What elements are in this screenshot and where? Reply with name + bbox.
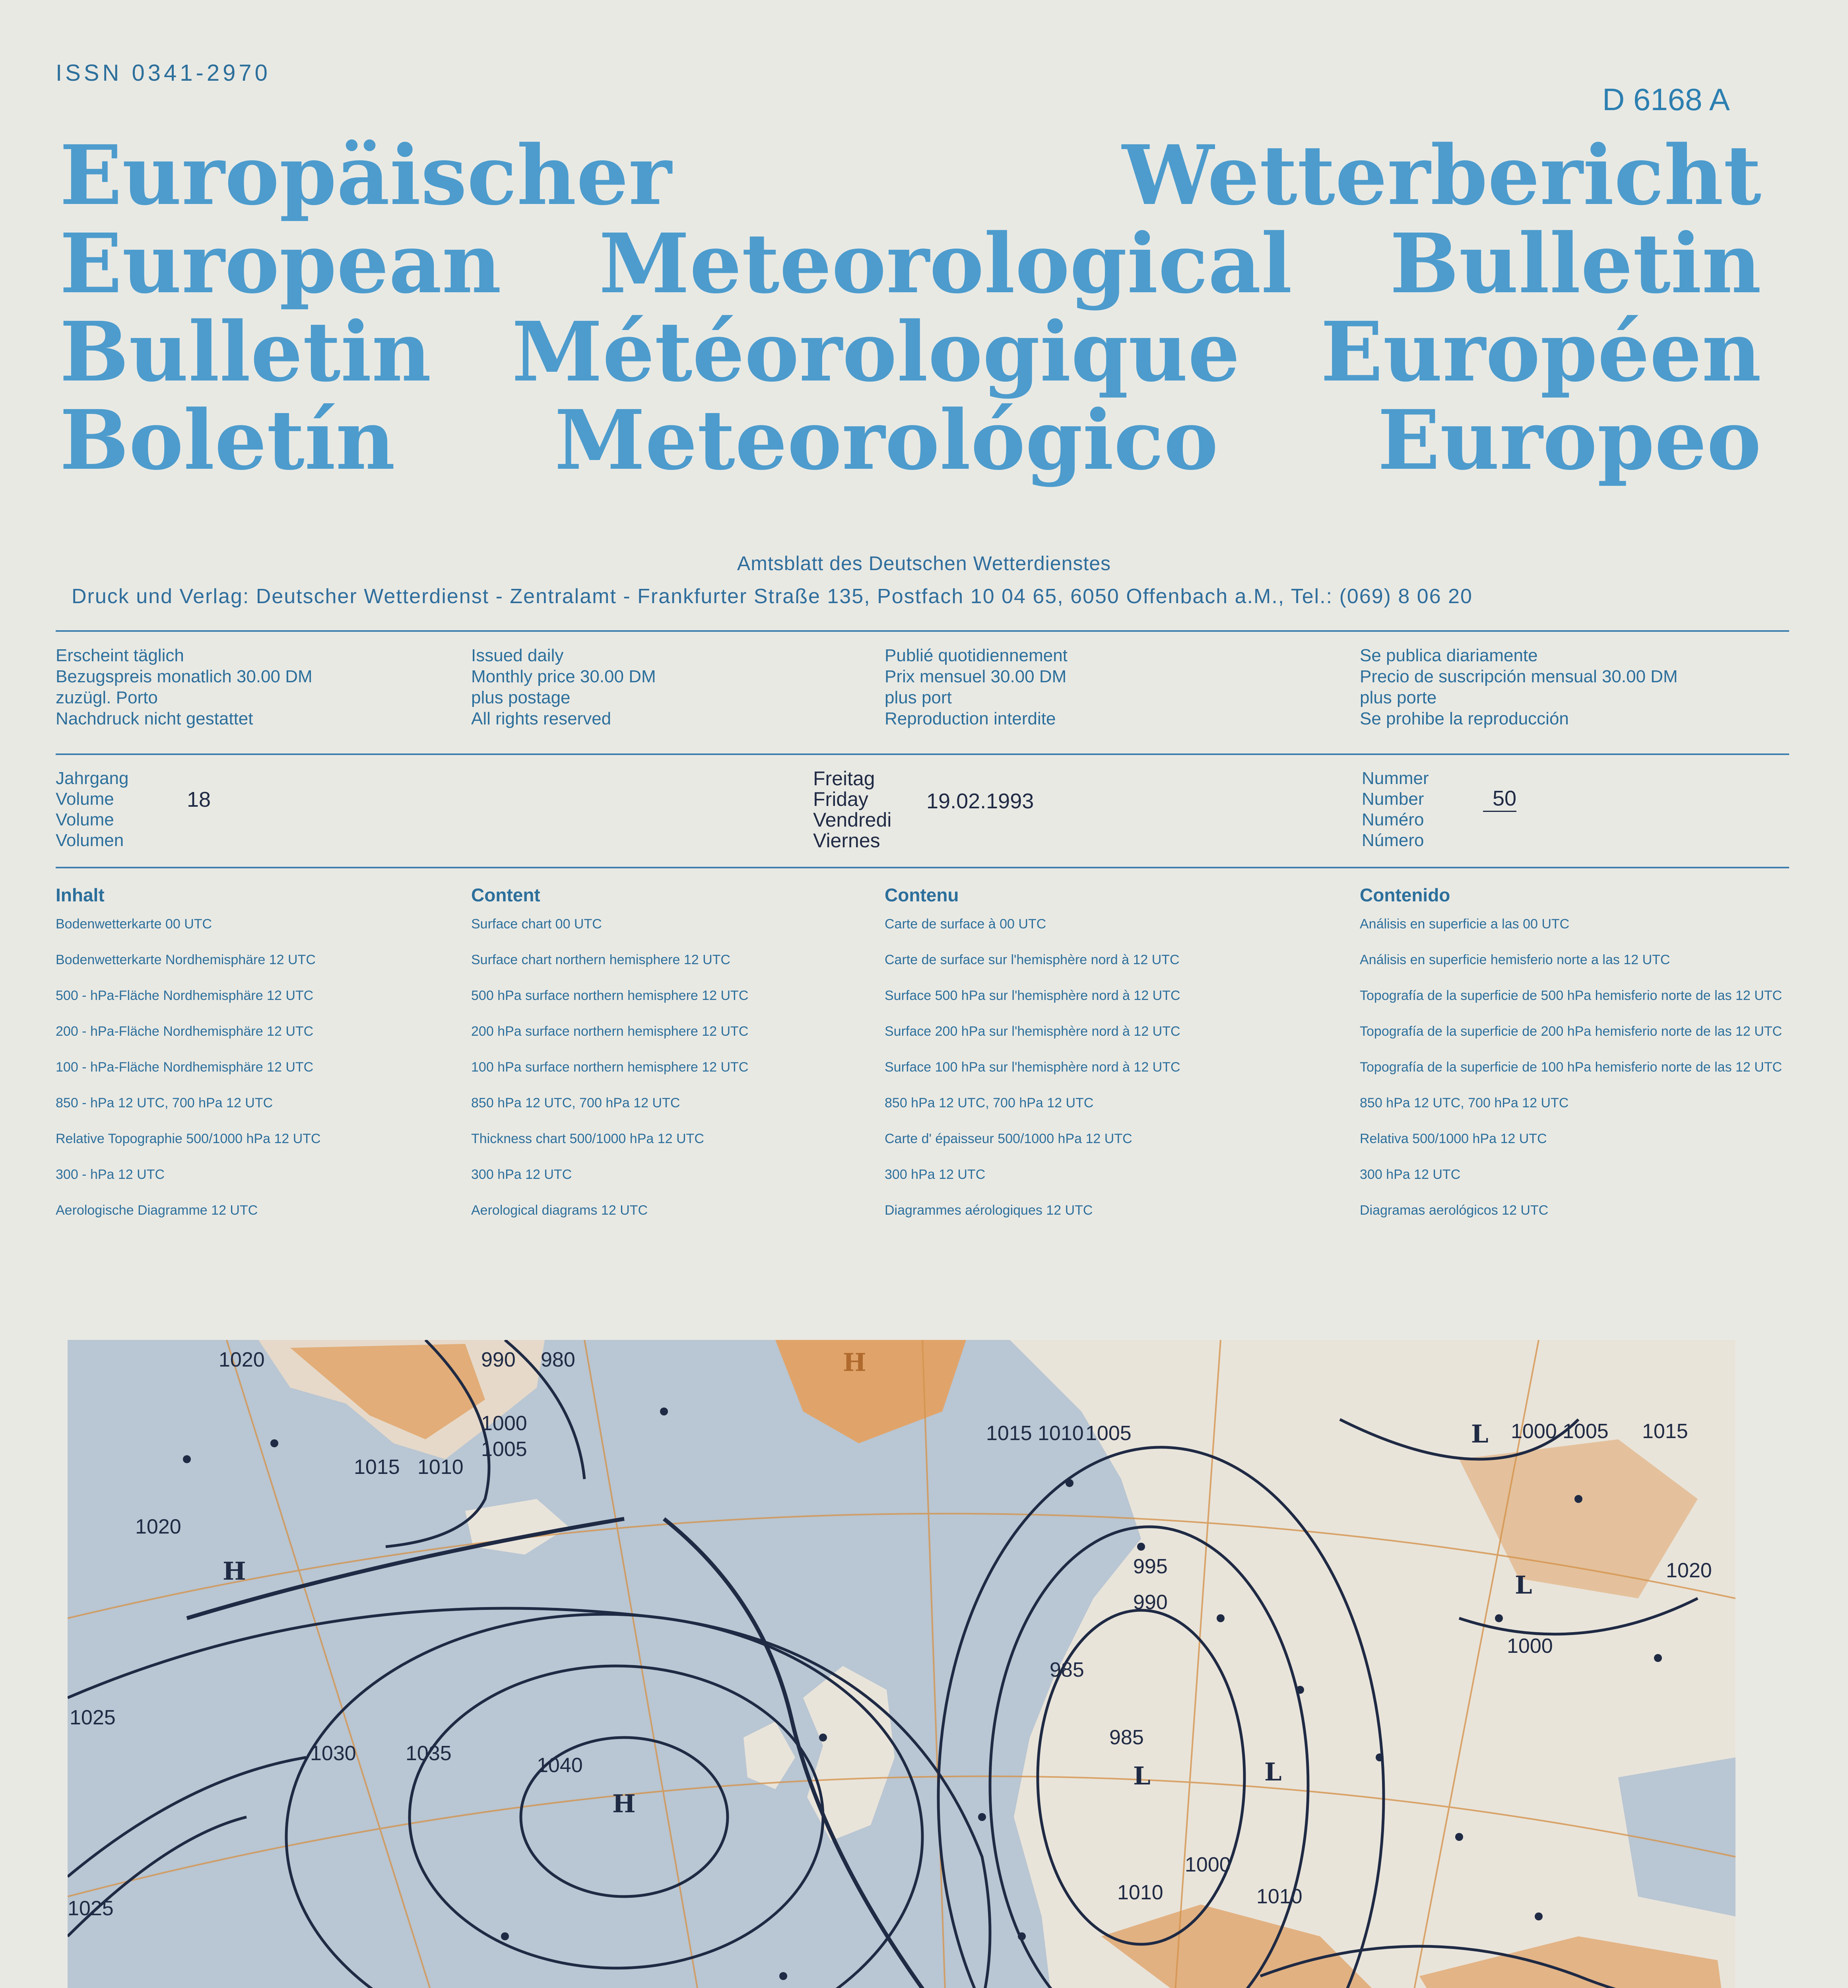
- isobar-label: 1020: [219, 1348, 265, 1371]
- isobar-label: 1015: [354, 1456, 400, 1479]
- title-word: Météorologique: [512, 304, 1240, 400]
- info-line: Se publica diariamente: [1360, 646, 1538, 665]
- low-pressure-center: L: [1133, 1761, 1151, 1790]
- issue-number: 50: [1483, 786, 1516, 812]
- contents-item: Topografía de la superficie de 200 hPa hemisferio norte de las 12 UTC: [1360, 1024, 1782, 1039]
- info-line: Precio de suscripción mensual 30.00 DM: [1360, 667, 1678, 686]
- contents-item: 850 hPa 12 UTC, 700 hPa 12 UTC: [1360, 1095, 1569, 1110]
- isobar-label: 1010: [1256, 1885, 1303, 1908]
- meta-label: Jahrgang: [56, 769, 129, 788]
- contents-item: 500 - hPa-Fläche Nordhemisphäre 12 UTC: [56, 988, 314, 1003]
- isobar-label: 990: [481, 1348, 516, 1371]
- isobar-label: 1025: [68, 1897, 114, 1920]
- title-word: Bulletin: [60, 304, 431, 400]
- contents-item: Carte d' épaisseur 500/1000 hPa 12 UTC: [885, 1131, 1132, 1146]
- title-word: Europeo: [1377, 392, 1761, 488]
- subscription-info: [56, 645, 1789, 729]
- isobar-label: 1010: [1117, 1881, 1163, 1904]
- info-line: plus port: [885, 688, 952, 707]
- isobar-label: 1005: [1563, 1420, 1609, 1443]
- meta-label: Friday: [813, 788, 868, 810]
- contents-item: 100 - hPa-Fläche Nordhemisphäre 12 UTC: [56, 1060, 314, 1075]
- meta-label: Volume: [56, 789, 114, 809]
- isobar-label: 1005: [481, 1438, 527, 1461]
- info-line: Publié quotidiennement: [885, 646, 1068, 665]
- isobar-label: 1035: [406, 1742, 452, 1765]
- isobar-label: 1020: [1666, 1559, 1712, 1582]
- title-word: Bulletin: [1390, 215, 1761, 312]
- contents-item: 300 - hPa 12 UTC: [56, 1167, 165, 1182]
- contents-item: Surface 500 hPa sur l'hemisphère nord à 12 UTC: [885, 988, 1180, 1003]
- number-labels: [1362, 768, 1429, 851]
- subscription-en: [471, 645, 885, 729]
- isobar-label: 1015: [986, 1422, 1032, 1445]
- contents-item: Diagrammes aérologiques 12 UTC: [885, 1203, 1093, 1218]
- info-line: Se prohibe la reproducción: [1360, 709, 1569, 728]
- official-gazette-line: Amtsblatt des Deutschen Wetterdienstes: [737, 552, 1111, 575]
- isobar-label: 1010: [1038, 1422, 1084, 1445]
- info-line: All rights reserved: [471, 709, 611, 728]
- isobar-label: 1015: [1642, 1420, 1688, 1443]
- low-pressure-center: L: [1264, 1757, 1282, 1786]
- title-word: Europäischer: [60, 127, 672, 223]
- contents-item: 100 hPa surface northern hemisphere 12 UTC: [471, 1060, 749, 1075]
- contents-item: Aerologische Diagramme 12 UTC: [56, 1203, 258, 1218]
- isobar-label: 1000: [1507, 1635, 1553, 1658]
- isobar-label: 980: [541, 1348, 575, 1371]
- contents-de: [56, 885, 471, 1238]
- surface-weather-map: [68, 1340, 1735, 1988]
- contents-item: 300 hPa 12 UTC: [1360, 1167, 1461, 1182]
- meta-label: Volumen: [56, 831, 124, 850]
- contents-item: 200 hPa surface northern hemisphere 12 UTC: [471, 1024, 749, 1039]
- contents-fr: [885, 885, 1360, 1238]
- isobar-label: 985: [1050, 1658, 1084, 1681]
- title-en: [60, 215, 1761, 312]
- isobar-label: 1000: [1185, 1853, 1231, 1876]
- title-de: [60, 127, 1761, 223]
- meta-label: Number: [1362, 789, 1424, 809]
- low-pressure-center: L: [1471, 1419, 1489, 1448]
- contents-item: 850 hPa 12 UTC, 700 hPa 12 UTC: [471, 1095, 680, 1110]
- contents-item: Surface chart 00 UTC: [471, 916, 602, 932]
- isobar-label: 985: [1109, 1726, 1144, 1749]
- isobar-label: 1010: [417, 1456, 464, 1479]
- title-word: Meteorological: [599, 215, 1293, 312]
- divider: [56, 630, 1789, 632]
- divider: [56, 867, 1789, 868]
- divider: [56, 753, 1789, 755]
- volume-value: 18: [187, 788, 211, 812]
- meta-label: Nummer: [1362, 769, 1429, 788]
- isobar-label: 995: [1133, 1555, 1168, 1578]
- contents-es: [1360, 885, 1789, 1238]
- isobar-label: 1040: [537, 1754, 583, 1777]
- contents-item: 850 - hPa 12 UTC, 700 hPa 12 UTC: [56, 1095, 273, 1110]
- contents-item: Topografía de la superficie de 100 hPa hemisferio norte de las 12 UTC: [1360, 1060, 1782, 1075]
- info-line: Erscheint täglich: [56, 646, 184, 665]
- subscription-es: [1360, 645, 1789, 729]
- title-word: Wetterbericht: [1122, 127, 1761, 223]
- meta-label: Número: [1362, 831, 1424, 850]
- high-pressure-center: H: [223, 1557, 246, 1586]
- publisher-line: Druck und Verlag: Deutscher Wetterdienst - Zentralamt - Frankfurter Straße 135, Postfach 10 04 65, 6050 Offenbach a.M., Tel.: (069) 8 06 20: [72, 585, 1473, 608]
- isobar-label: 990: [1133, 1591, 1168, 1614]
- contents-item: Análisis en superficie a las 00 UTC: [1360, 916, 1570, 932]
- meta-label: Vendredi: [813, 809, 892, 831]
- title-block: [60, 127, 1761, 488]
- high-pressure-center: H: [843, 1348, 866, 1377]
- title-word: Meteorológico: [554, 392, 1219, 488]
- isobar-label: 1000: [1511, 1420, 1557, 1443]
- title-word: Boletín: [60, 392, 396, 488]
- title-word: Européen: [1320, 304, 1761, 400]
- contents-item: Thickness chart 500/1000 hPa 12 UTC: [471, 1131, 704, 1146]
- info-line: Bezugspreis monatlich 30.00 DM: [56, 667, 313, 686]
- isobar-label: 1005: [1085, 1422, 1132, 1445]
- issue-date: 19.02.1993: [926, 789, 1034, 813]
- info-line: Issued daily: [471, 646, 564, 665]
- contents-item: 500 hPa surface northern hemisphere 12 UTC: [471, 988, 749, 1003]
- contents-item: Surface 200 hPa sur l'hemisphère nord à 12 UTC: [885, 1024, 1180, 1039]
- info-line: Monthly price 30.00 DM: [471, 667, 656, 686]
- isobar-label: 1030: [310, 1742, 356, 1765]
- subscription-de: [56, 645, 471, 729]
- isobar-label: 1025: [70, 1706, 116, 1729]
- contents-item: Surface 100 hPa sur l'hemisphère nord à 12 UTC: [885, 1060, 1180, 1075]
- contents-item: Surface chart northern hemisphere 12 UTC: [471, 952, 730, 967]
- contents-item: Relativa 500/1000 hPa 12 UTC: [1360, 1131, 1547, 1146]
- contents-item: Diagramas aerológicos 12 UTC: [1360, 1203, 1549, 1218]
- contents-item: 300 hPa 12 UTC: [885, 1167, 986, 1182]
- volume-labels: [56, 768, 128, 851]
- info-line: Prix mensuel 30.00 DM: [885, 667, 1067, 686]
- meta-label: Volume: [56, 810, 114, 829]
- isobar-label: 1000: [481, 1412, 527, 1435]
- contents-item: Bodenwetterkarte Nordhemisphäre 12 UTC: [56, 952, 316, 967]
- contents-item: 850 hPa 12 UTC, 700 hPa 12 UTC: [885, 1095, 1094, 1110]
- meta-label: Numéro: [1362, 810, 1424, 829]
- title-word: European: [60, 215, 502, 312]
- info-line: Reproduction interdite: [885, 709, 1056, 728]
- contents-item: 300 hPa 12 UTC: [471, 1167, 572, 1182]
- contents-item: Análisis en superficie hemisferio norte a las 12 UTC: [1360, 952, 1670, 967]
- publication-code: D 6168 A: [1602, 82, 1730, 117]
- info-line: zuzügl. Porto: [56, 688, 158, 707]
- contents-en: [471, 885, 885, 1238]
- contents-item: Carte de surface à 00 UTC: [885, 916, 1046, 932]
- isobar-label: 1020: [135, 1515, 181, 1538]
- contents-heading: Inhalt: [56, 885, 105, 905]
- table-of-contents: [56, 885, 1789, 1238]
- issn: ISSN 0341-2970: [56, 60, 271, 86]
- day-labels: [813, 768, 891, 851]
- issue-meta: [56, 768, 1789, 864]
- title-es: [60, 392, 1761, 488]
- contents-heading: Contenu: [885, 885, 959, 905]
- info-line: plus postage: [471, 688, 571, 707]
- subscription-fr: [885, 645, 1360, 729]
- meta-label: Freitag: [813, 767, 875, 790]
- meta-label: Viernes: [813, 829, 880, 852]
- high-pressure-center: H: [612, 1789, 636, 1818]
- title-fr: [60, 304, 1761, 400]
- contents-item: 200 - hPa-Fläche Nordhemisphäre 12 UTC: [56, 1024, 314, 1039]
- contents-item: Relative Topographie 500/1000 hPa 12 UTC: [56, 1131, 321, 1146]
- contents-heading: Content: [471, 885, 540, 905]
- contents-item: Carte de surface sur l'hemisphère nord à 12 UTC: [885, 952, 1180, 967]
- info-line: Nachdruck nicht gestattet: [56, 709, 253, 728]
- contents-heading: Contenido: [1360, 885, 1450, 905]
- info-line: plus porte: [1360, 688, 1437, 707]
- contents-item: Topografía de la superficie de 500 hPa hemisferio norte de las 12 UTC: [1360, 988, 1782, 1003]
- contents-item: Aerological diagrams 12 UTC: [471, 1203, 648, 1218]
- contents-item: Bodenwetterkarte 00 UTC: [56, 916, 212, 932]
- low-pressure-center: L: [1515, 1571, 1532, 1600]
